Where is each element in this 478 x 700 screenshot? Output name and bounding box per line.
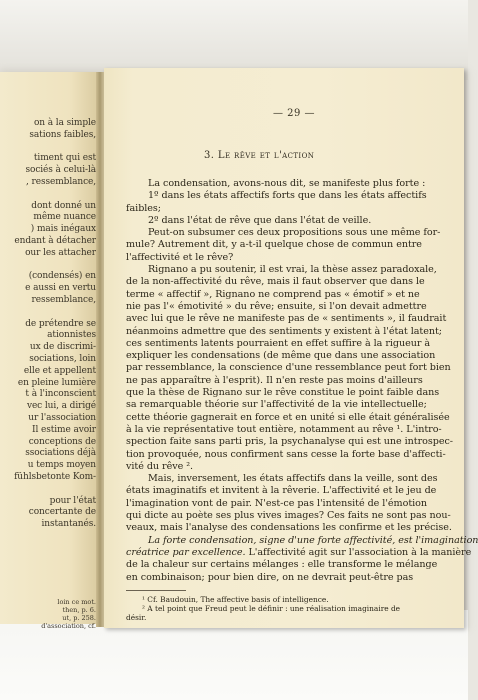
left-page-line: vec lui, a dirigé	[26, 401, 96, 412]
left-page-line: u temps moyen	[27, 460, 96, 471]
left-page-line: sociés à celui-là	[25, 165, 96, 176]
body-line: expliquer les condensations (de même que dans une association	[126, 350, 436, 362]
left-page-line: même nuance	[33, 212, 96, 223]
left-page-line	[0, 189, 96, 201]
body-line: néanmoins admettre que des sentiments y existent à l'état latent;	[126, 325, 442, 337]
body-text	[126, 178, 478, 584]
body-line: vité du rêve ².	[126, 460, 193, 472]
left-page-line: ux de discrimi-	[29, 342, 96, 353]
left-page-footnote: then, p. 6.	[62, 606, 96, 614]
page-number: — 29 —	[272, 108, 316, 119]
body-line: tion provoquée, nous confirment sans cesse la forte base d'affecti-	[126, 448, 446, 460]
left-page-line	[0, 484, 96, 496]
body-line: veaux, mais l'analyse des condensations les confirme et les précise.	[126, 522, 452, 534]
footnote: désir.	[126, 613, 147, 622]
footnotes	[126, 595, 442, 622]
body-line: de la chaleur sur certains mélanges : elle transforme le mélange	[126, 559, 438, 571]
left-page-line: ationnistes	[47, 330, 96, 341]
body-line: que la thèse de Rignano sur le rêve constitue le point faible dans	[126, 387, 440, 399]
left-page-line: instantanés.	[41, 519, 96, 530]
body-line: La condensation, avons-nous dit, se manifeste plus forte :	[148, 178, 426, 189]
left-page-line: (condensés) en	[28, 271, 96, 282]
footnote: ¹ Cf. Baudouin, The affective basis of intelligence.	[142, 595, 329, 604]
left-page-text	[0, 118, 96, 531]
left-page-line: pour l'état	[49, 495, 96, 506]
body-line: terme « affectif », Rignano ne comprend pas « émotif » et ne	[126, 288, 420, 300]
left-page-line: ) mais inégaux	[30, 224, 96, 235]
body-line: Peut-on subsumer ces deux propositions sous une même for-	[148, 227, 441, 239]
section-title: 3. Le rêve et l'action	[204, 150, 315, 161]
left-page-line: ssociations déjà	[25, 448, 96, 459]
left-page-line: , ressemblance,	[26, 176, 96, 187]
body-line: 1º dans les états affectifs forts que dans les états affectifs	[148, 190, 427, 202]
left-page-line: Il estime avoir	[31, 424, 96, 435]
left-page-line	[0, 260, 96, 272]
left-page-line: dont donné un	[31, 200, 96, 211]
left-page-line: on à la simple	[33, 118, 96, 128]
body-line: états imaginatifs et invitent à la rêverie. L'affectivité et le jeu de	[126, 485, 437, 497]
body-line: faibles;	[126, 202, 161, 214]
body-line: Mais, inversement, les états affectifs dans la veille, sont des	[148, 473, 438, 485]
left-page-line: sations faibles,	[29, 129, 96, 140]
body-line: nie pas l'« émotivité » du rêve; ensuite, si l'on devait admettre	[126, 300, 427, 312]
body-line: ces sentiments latents pourraient en effet suffire à la rigueur à	[126, 337, 431, 349]
left-page-line: ressemblance,	[31, 294, 96, 305]
left-page-line	[0, 142, 96, 154]
footnote-rule	[126, 590, 186, 591]
body-line: ne pas apparaître à l'esprit). Il n'en reste pas moins d'ailleurs	[126, 374, 423, 386]
left-page-line: elle et appellent	[23, 365, 96, 376]
left-page-line: t à l'inconscient	[25, 389, 96, 400]
body-line: avec lui que le rêve ne manifeste pas de « sentiments », il faudrait	[126, 313, 447, 325]
left-page-line: our les attacher	[25, 247, 96, 258]
body-line: par ressemblance, la conscience d'une ressemblance peut fort bien	[126, 362, 451, 374]
body-line: mule? Autrement dit, y a-t-il quelque chose de commun entre	[126, 239, 422, 251]
body-line: créatrice par excellence. L'affectivité agit sur l'association à la manière	[126, 546, 472, 558]
body-line: l'affectivité et le rêve?	[126, 251, 234, 263]
right-page	[104, 68, 478, 628]
footnote: ² A tel point que Freud peut le définir : une réalisation imaginaire de	[142, 604, 401, 613]
left-page-footnote: d'association, cf.	[41, 622, 96, 630]
body-line: sa remarquable théorie sur l'affectivité de la vie intellectuelle;	[126, 399, 427, 411]
left-page-line: de prétendre se	[25, 318, 96, 329]
body-line: La forte condensation, signe d'une forte affectivité, est l'imagination	[148, 534, 478, 546]
left-page-line	[0, 307, 96, 319]
left-page-footnote: ut, p. 258.	[62, 614, 96, 622]
left-page-line: conceptions de	[28, 436, 96, 447]
body-line: qui dicte au poète ses plus vives images? Ces faits ne sont pas nou-	[126, 510, 451, 522]
left-page-line: fühlsbetonte Kom-	[14, 471, 96, 482]
body-line: à la vie représentative tout entière, notamment au rêve ¹. L'intro-	[126, 423, 442, 435]
left-page-footnotes	[4, 598, 96, 630]
left-page-line: ur l'association	[28, 412, 96, 423]
body-line: cette théorie gagnerait en force et en unité si elle était généralisée	[126, 411, 450, 423]
body-line: spection faite sans parti pris, la psychanalyse qui est une introspec-	[126, 436, 453, 448]
left-page-footnote: loin ce mot.	[57, 598, 96, 606]
left-page	[0, 72, 100, 630]
body-line: 2º dans l'état de rêve que dans l'état de veille.	[148, 214, 372, 226]
left-page-line: timent qui est	[33, 153, 96, 164]
left-page-line: concertante de	[28, 507, 96, 518]
body-line: l'imagination vont de pair. N'est-ce pas l'intensité de l'émotion	[126, 497, 427, 509]
body-line: Rignano a pu soutenir, il est vrai, la thèse assez paradoxale,	[148, 264, 437, 276]
left-page-line: en pleine lumière	[17, 377, 96, 388]
left-page-line: sociations, loin	[29, 353, 96, 364]
body-line: de la non-affectivité du rêve, mais il faut observer que dans le	[126, 276, 425, 288]
left-page-line: e aussi en vertu	[25, 283, 96, 294]
left-page-line: endant à détacher	[14, 235, 96, 246]
body-line: en combinaison; pour bien dire, on ne devrait peut-être pas	[126, 571, 414, 583]
